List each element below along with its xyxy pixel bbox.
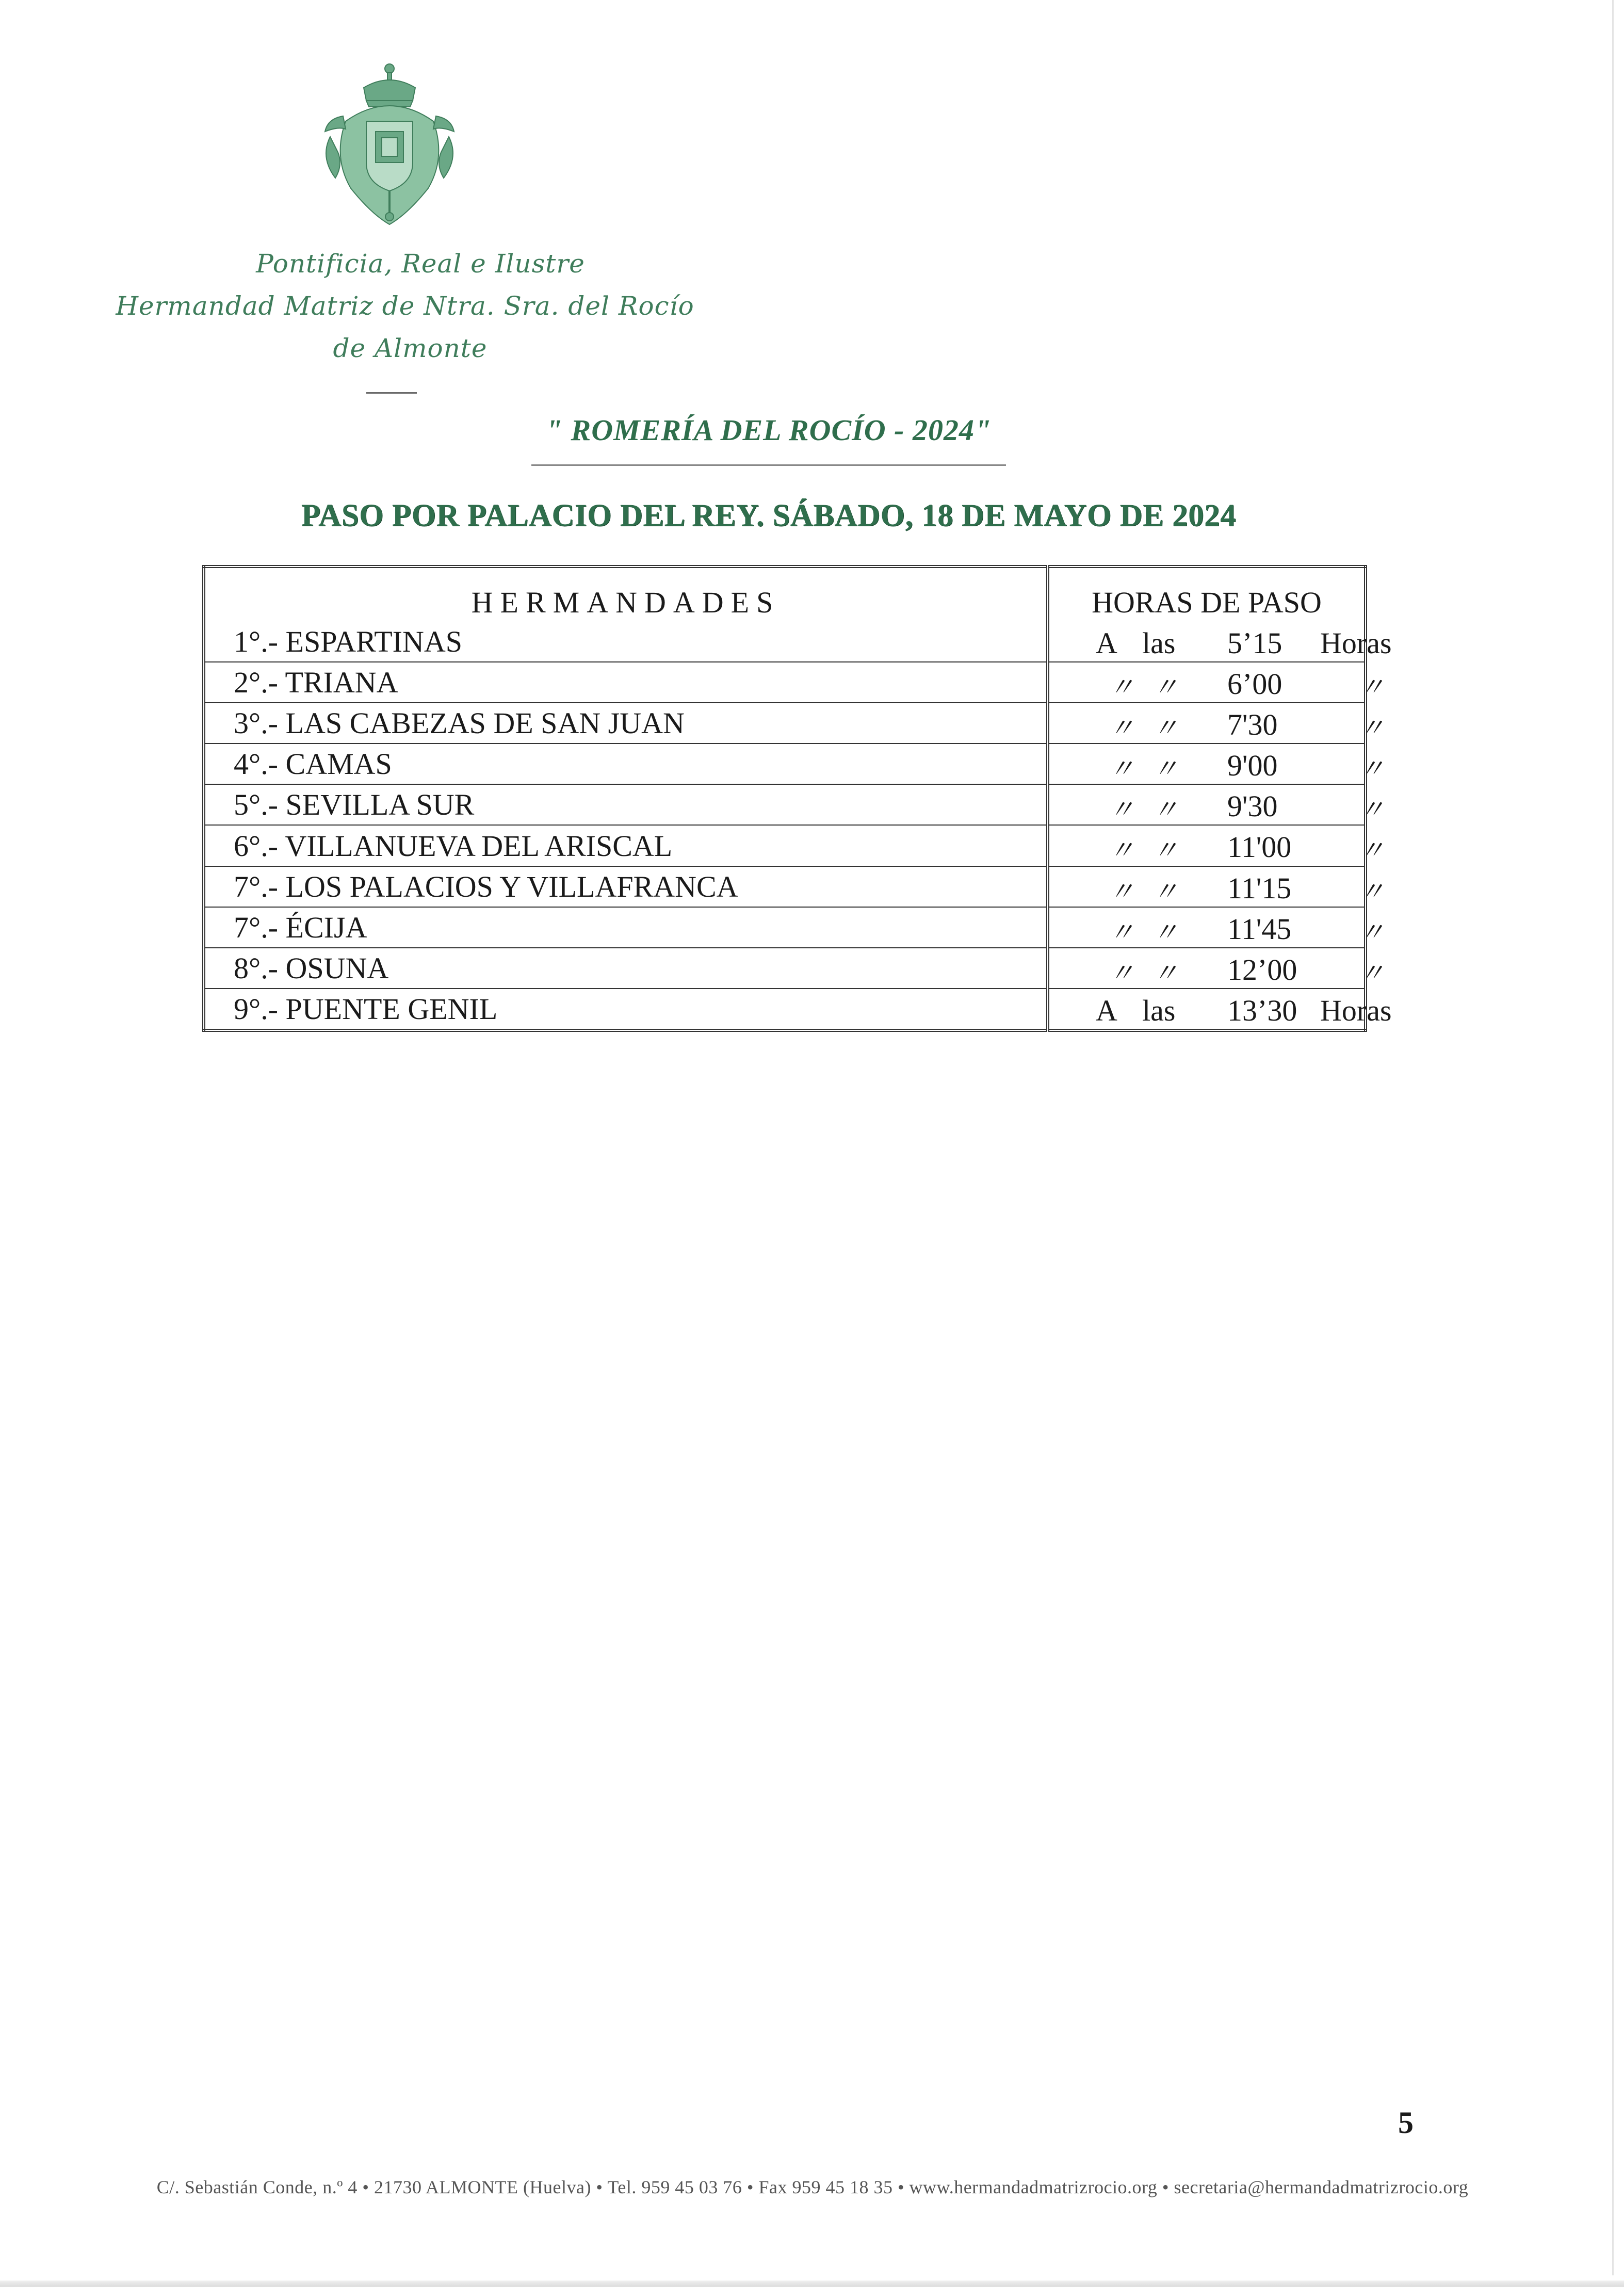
- pass-time: [1048, 948, 1385, 989]
- time-unit: Horas: [1320, 626, 1392, 660]
- ditto-mark: 〃: [1109, 673, 1134, 702]
- ditto-mark: 〃: [1152, 795, 1178, 824]
- footer-contact: C/. Sebastián Conde, n.º 4 • 21730 ALMONTE (Huelva) • Tel. 959 45 03 76 • Fax 959 45 18 35 • www.hermandadmatrizrocio.org • secretaria@hermandadmatrizrocio.org: [156, 2177, 1469, 2197]
- ditto-mark: 〃: [1109, 917, 1134, 947]
- hermandad-name: 6°.- VILLANUEVA DEL ARISCAL: [204, 825, 1048, 866]
- pass-time: [1048, 622, 1392, 662]
- hermandad-name: 7°.- LOS PALACIOS Y VILLAFRANCA: [204, 866, 1048, 907]
- pass-time: [1048, 825, 1385, 866]
- letterhead-line-3: de Almonte: [333, 333, 488, 363]
- table-row: [204, 866, 1366, 907]
- time-las: las: [1142, 626, 1176, 660]
- ditto-mark: 〃: [1359, 836, 1385, 865]
- pass-time: [1048, 662, 1385, 703]
- pass-time-value: 11'00: [1227, 830, 1292, 864]
- pass-time-value: 9'30: [1227, 789, 1278, 823]
- letterhead-line-1: Pontificia, Real e Ilustre: [256, 249, 585, 279]
- ditto-mark: 〃: [1359, 795, 1385, 824]
- table-row: [204, 907, 1366, 948]
- time-unit: Horas: [1320, 993, 1392, 1027]
- pass-time: [1048, 866, 1385, 907]
- pass-title: PASO POR PALACIO DEL REY. SÁBADO, 18 DE MAYO DE 2024: [301, 498, 1237, 533]
- table-row: [204, 703, 1366, 743]
- table-row: [204, 622, 1366, 662]
- pass-time-value: 11'45: [1227, 912, 1292, 946]
- hermandad-name: 3°.- LAS CABEZAS DE SAN JUAN: [204, 703, 1048, 743]
- hermandad-name: 5°.- SEVILLA SUR: [204, 784, 1048, 825]
- ditto-mark: 〃: [1109, 754, 1134, 784]
- ditto-mark: 〃: [1152, 877, 1178, 906]
- ditto-mark: 〃: [1152, 958, 1178, 988]
- letterhead-line-2: Hermandad Matriz de Ntra. Sra. del Rocío: [116, 291, 694, 321]
- table-row: [204, 989, 1366, 1030]
- pass-time-value: 7'30: [1227, 708, 1278, 742]
- letterhead: [83, 242, 727, 369]
- pass-time-value: 5’15: [1227, 626, 1282, 660]
- ditto-mark: 〃: [1359, 754, 1385, 784]
- ditto-mark: 〃: [1359, 714, 1385, 743]
- ditto-mark: 〃: [1109, 714, 1134, 743]
- time-prefix: A: [1096, 993, 1117, 1027]
- pass-time: [1048, 989, 1392, 1030]
- header-horas-de-paso: HORAS DE PASO: [1092, 586, 1322, 619]
- page-edge-bottom: [0, 2281, 1624, 2287]
- hermandad-name: 1°.- ESPARTINAS: [204, 622, 1048, 662]
- ditto-mark: 〃: [1152, 673, 1178, 702]
- ditto-mark: 〃: [1152, 714, 1178, 743]
- ditto-mark: 〃: [1152, 917, 1178, 947]
- ditto-mark: 〃: [1359, 958, 1385, 988]
- pass-time-value: 6’00: [1227, 667, 1282, 701]
- table-body: [204, 622, 1392, 1030]
- pass-time-value: 12’00: [1227, 952, 1297, 987]
- hermandad-name: 4°.- CAMAS: [204, 743, 1048, 784]
- schedule-table: [202, 565, 1392, 1032]
- ditto-mark: 〃: [1109, 795, 1134, 824]
- crest-emblem: [315, 59, 464, 230]
- ditto-mark: 〃: [1109, 877, 1134, 906]
- table-row: [204, 784, 1366, 825]
- pass-time-value: 9'00: [1227, 749, 1278, 783]
- table-row: [204, 948, 1366, 989]
- hermandad-name: 9°.- PUENTE GENIL: [204, 989, 1048, 1030]
- header-hermandades: HERMANDADES: [204, 567, 1048, 622]
- ditto-mark: 〃: [1359, 917, 1385, 947]
- pass-time-value: 13’30: [1227, 993, 1297, 1027]
- page-edge-right: [1612, 0, 1614, 2275]
- hermandad-name: 7°.- ÉCIJA: [204, 907, 1048, 948]
- table-header-row: [204, 567, 1366, 622]
- table-row: [204, 743, 1366, 784]
- letterhead-divider: [366, 392, 417, 394]
- pass-time: [1048, 784, 1385, 825]
- event-title-underline: [531, 464, 1006, 466]
- table-row: [204, 825, 1366, 866]
- event-title: " ROMERÍA DEL ROCÍO - 2024": [545, 413, 992, 447]
- ditto-mark: 〃: [1152, 836, 1178, 865]
- ditto-mark: 〃: [1152, 754, 1178, 784]
- pass-time: [1048, 743, 1385, 784]
- table-row: [204, 662, 1366, 703]
- ditto-mark: 〃: [1109, 958, 1134, 988]
- ditto-mark: 〃: [1359, 877, 1385, 906]
- ditto-mark: 〃: [1359, 673, 1385, 702]
- hermandad-name: 8°.- OSUNA: [204, 948, 1048, 989]
- pass-time: [1048, 703, 1385, 743]
- pass-time-value: 11'15: [1227, 871, 1292, 905]
- pass-time: [1048, 907, 1385, 948]
- ditto-mark: 〃: [1109, 836, 1134, 865]
- page-number: 5: [1398, 2106, 1414, 2140]
- time-las: las: [1142, 993, 1176, 1027]
- crest-icon: [315, 59, 464, 230]
- hermandad-name: 2°.- TRIANA: [204, 662, 1048, 703]
- time-prefix: A: [1096, 626, 1117, 660]
